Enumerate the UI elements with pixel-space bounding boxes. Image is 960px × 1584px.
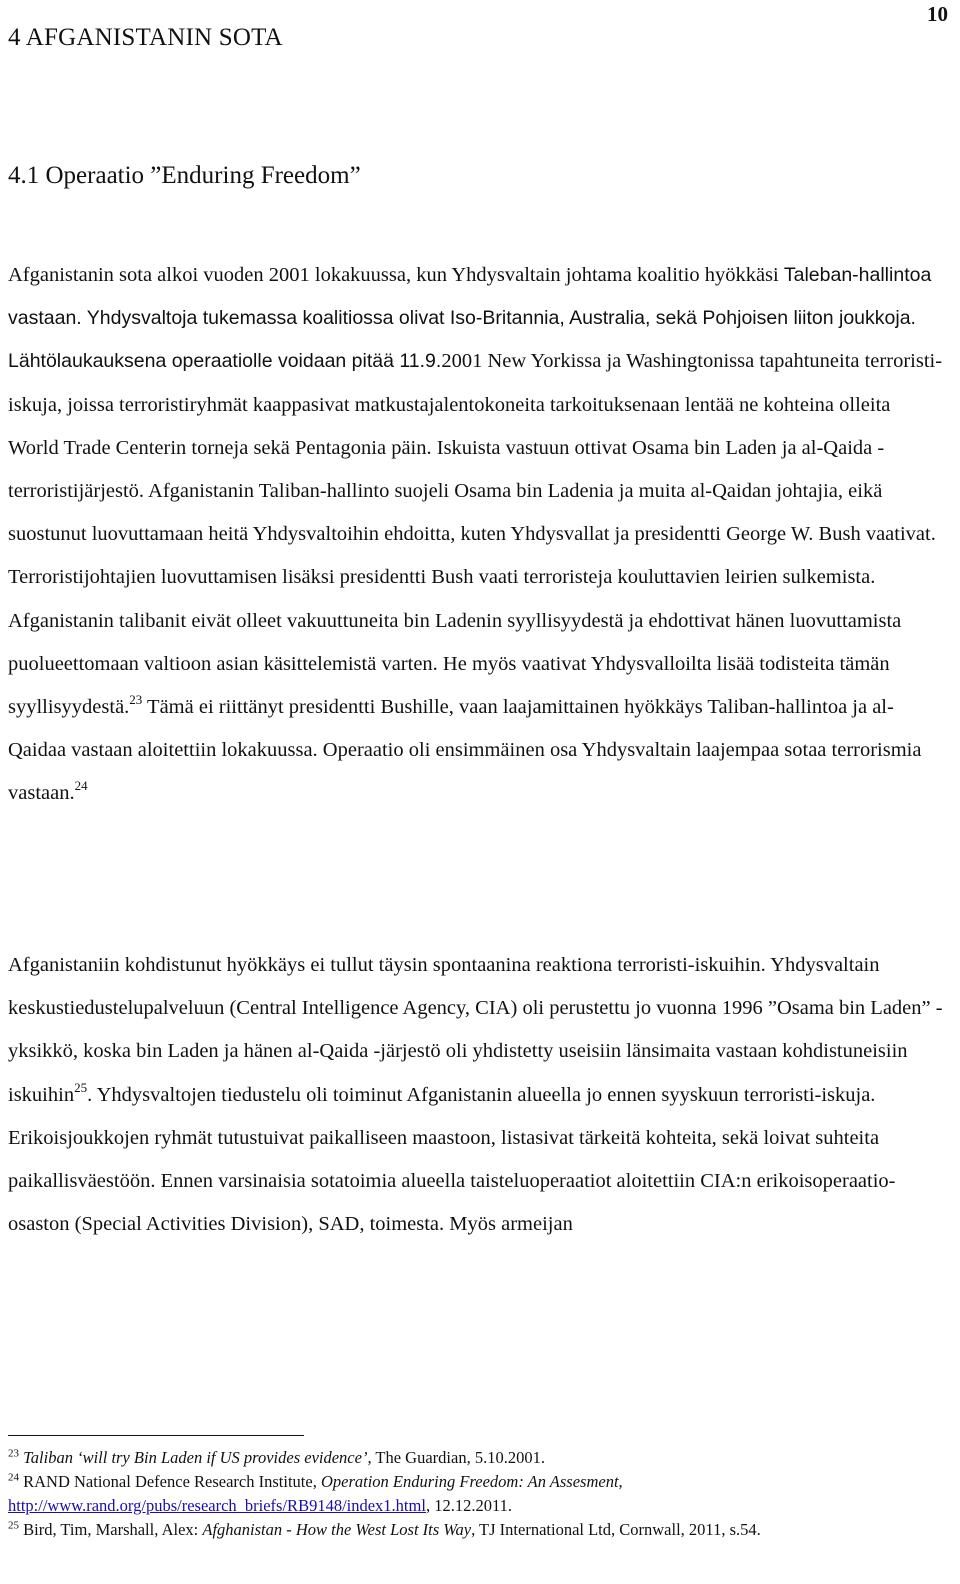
body-paragraph-2: [8, 944, 943, 1246]
paragraph-text: . Yhdysvaltojen tiedustelu oli toiminut Afganistanin alueella jo ennen syyskuun terroristi-iskuja. Erikoisjoukkojen ryhmät tutustuivat paikalliseen maastoon, listasivat tärkeitä kohteita, sekä loivat suhteita paikallisväestöön. Ennen varsinaisia sotatoimia alueella taisteluoperaatiot aloitettiin CIA:n erikoisoperaatio-osaston (Special Activities Division), SAD, toimesta. Myös armeijan: [8, 1083, 896, 1236]
footnote-text: ,: [618, 1472, 623, 1491]
page-number: 10: [927, 2, 948, 26]
paragraph-text: Afganistaniin kohdistunut hyökkäys ei tullut täysin spontaanina reaktiona terroristi-iskuihin. Yhdysvaltain keskustiedustelupalveluun (Central Intelligence Agency, CIA) oli perustettu jo vuonna 1996 ”Osama bin Laden” -yksikkö, koska bin Laden ja hänen al-Qaida -järjestö oli yhdistetty useisiin länsimaita vastaan kohdistuneisiin iskuihin: [8, 954, 943, 1106]
body-paragraph-1: [8, 254, 943, 816]
footnote-separator: [8, 1435, 304, 1436]
footnotes: [8, 1446, 943, 1542]
footnote-number: 24: [8, 1471, 19, 1484]
paragraph-text: 2001 New Yorkissa ja Washingtonissa tapahtuneita terroristi-iskuja, joissa terroristiryhmät kaappasivat matkustajalentokoneita tarkoituksenaan lentää ne kohteina olleita World Trade Centerin torneja sekä Pentagonia päin. Iskuista vastuun ottivat Osama bin Laden ja al-Qaida -terroristijärjestö. Afganistanin Taliban-hallinto suojeli Osama bin Ladenia ja muita al-Qaidan johtajia, eikä suostunut luovuttamaan heitä Yhdysvaltoihin ehdoitta, kuten Yhdysvallat ja presidentti George W. Bush vaativat. Terroristijohtajien luovuttamisen lisäksi presidentti Bush vaati terroristeja kouluttavien leirien sulkemista. Afganistanin talibanit eivät olleet vakuuttuneita bin Ladenin syyllisyydestä ja ehdottivat hänen luovuttamista puolueettomaan valtioon asian käsittelemistä varten. He myös vaativat Yhdysvalloilta lisää todisteita tämän syyllisyydestä.: [8, 350, 943, 719]
footnote-text: , The Guardian, 5.10.2001.: [367, 1448, 545, 1467]
footnote-number: 25: [8, 1519, 19, 1532]
footnote-source-title: Taliban ‘will try Bin Laden if US provides evidence’: [23, 1448, 368, 1467]
footnote-ref-23[interactable]: 23: [129, 691, 143, 707]
footnote-text: RAND National Defence Research Institute,: [19, 1472, 321, 1491]
footnote-23: [8, 1446, 943, 1470]
footnote-source-title: Operation Enduring Freedom: An Assesment: [320, 1472, 619, 1491]
footnote-url-link[interactable]: http://www.rand.org/pubs/research_briefs/RB9148/index1.html: [8, 1496, 426, 1515]
paragraph-text-sans: Taleban-hallintoa vastaan. Yhdysvaltoja tukemassa koalitiossa olivat Iso-Britannia, Australia, sekä Pohjoisen liiton joukkoja. Lähtölaukauksena operaatiolle voidaan pitää 11.9.: [8, 264, 932, 373]
footnote-25: [8, 1518, 943, 1542]
footnote-text: Bird, Tim, Marshall, Alex:: [19, 1520, 203, 1539]
footnote-ref-24[interactable]: 24: [74, 778, 88, 794]
footnote-source-title: Afghanistan - How the West Lost Its Way: [202, 1520, 472, 1539]
footnote-text: , TJ International Ltd, Cornwall, 2011, s.54.: [471, 1520, 761, 1539]
paragraph-text: Afganistanin sota alkoi vuoden 2001 lokakuussa, kun Yhdysvaltain johtama koalitio hyökkäsi: [8, 264, 784, 286]
footnote-24: [8, 1470, 943, 1518]
footnote-text: , 12.12.2011.: [425, 1496, 512, 1515]
chapter-title: 4 AFGANISTANIN SOTA: [8, 24, 283, 51]
section-title: 4.1 Operaatio ”Enduring Freedom”: [8, 162, 361, 189]
footnote-ref-25[interactable]: 25: [74, 1079, 88, 1095]
footnote-number: 23: [8, 1447, 19, 1460]
paragraph-text: Tämä ei riittänyt presidentti Bushille, vaan laajamittainen hyökkäys Taliban-hallintoa ja al-Qaidaa vastaan aloitettiin lokakuussa. Operaatio oli ensimmäinen osa Yhdysvaltain laajempaa sotaa terrorismia vastaan.: [8, 696, 922, 805]
